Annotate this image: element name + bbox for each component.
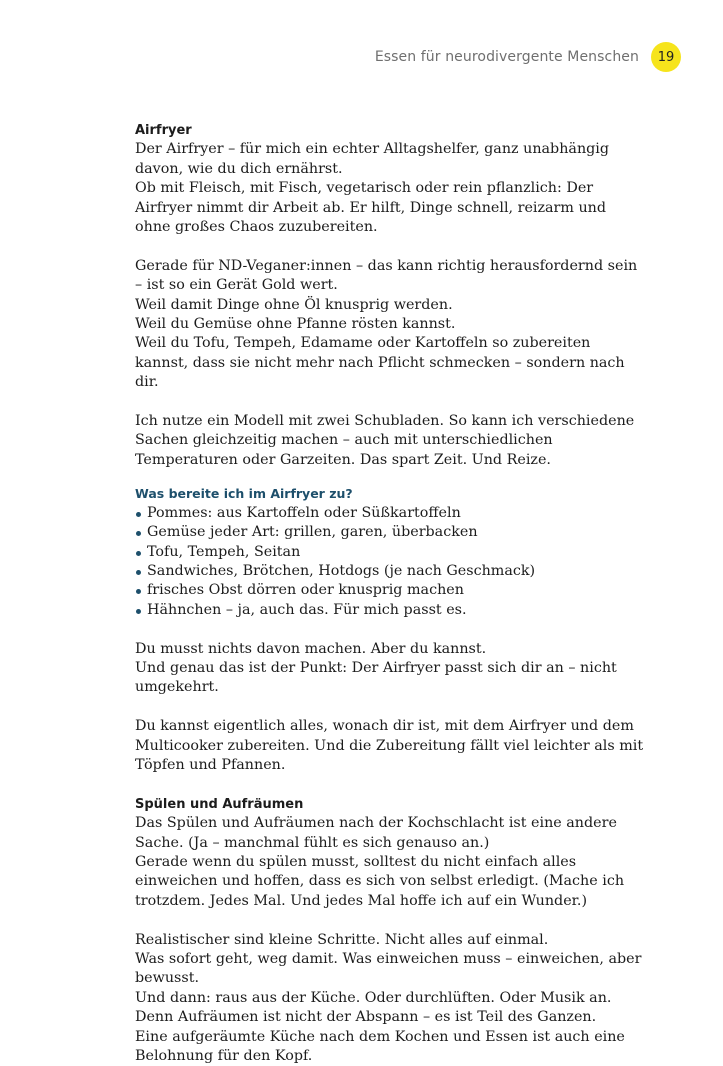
- paragraph: Du kannst eigentlich alles, wonach dir ist, mit dem Airfryer und dem Multicooker zubereiten. Und die Zubereitung fällt viel leichter als mit Töpfen und Pfannen.: [135, 718, 644, 773]
- heading-airfryer-uses: Was bereite ich im Airfryer zu?: [135, 486, 353, 502]
- page-body: [135, 121, 645, 1066]
- page-number-badge: 19: [651, 42, 681, 72]
- list-item: Hähnchen – ja, auch das. Für mich passt es.: [135, 601, 645, 620]
- list-item: Gemüse jeder Art: grillen, garen, überbacken: [135, 523, 645, 542]
- paragraph: Gerade für ND-Veganer:innen – das kann richtig herausfordernd sein – ist so ein Gerät Gold wert.: [135, 257, 638, 294]
- page-header: [375, 42, 681, 72]
- paragraph: Und dann: raus aus der Küche. Oder durchlüften. Oder Musik an.: [135, 989, 612, 1006]
- paragraph: Du musst nichts davon machen. Aber du kannst.: [135, 640, 487, 657]
- list-item: frisches Obst dörren oder knusprig machen: [135, 581, 645, 600]
- airfryer-uses-list: [135, 504, 645, 620]
- heading-cleanup: Spülen und Aufräumen: [135, 796, 304, 812]
- paragraph: Was sofort geht, weg damit. Was einweichen muss – einweichen, aber bewusst.: [135, 950, 642, 987]
- list-item: Pommes: aus Kartoffeln oder Süßkartoffeln: [135, 504, 645, 523]
- running-title: Essen für neurodivergente Menschen: [374, 49, 639, 65]
- list-item: Tofu, Tempeh, Seitan: [135, 543, 645, 562]
- paragraph: Und genau das ist der Punkt: Der Airfryer passt sich dir an – nicht umgekehrt.: [135, 659, 617, 696]
- paragraph: Gerade wenn du spülen musst, solltest du nicht einfach alles einweichen und hoffen, dass es sich von selbst erledigt. (Mache ich trotzdem. Jedes Mal. Und jedes Mal hoffe ich auf ein Wunder.): [135, 853, 625, 909]
- paragraph: Ob mit Fleisch, mit Fisch, vegetarisch oder rein pflanzlich: Der Airfryer nimmt dir Arbeit ab. Er hilft, Dinge schnell, reizarm und ohne großes Chaos zuzubereiten.: [135, 180, 607, 236]
- list-item: Sandwiches, Brötchen, Hotdogs (je nach Geschmack): [135, 562, 645, 581]
- paragraph: Der Airfryer – für mich ein echter Alltagshelfer, ganz unabhängig davon, wie du dich ernährst.: [135, 141, 610, 177]
- paragraph: Denn Aufräumen ist nicht der Abspann – es ist Teil des Ganzen.: [135, 1009, 597, 1026]
- paragraph: Weil du Gemüse ohne Pfanne rösten kannst.: [135, 316, 456, 333]
- heading-airfryer: Airfryer: [135, 123, 192, 138]
- paragraph: Weil du Tofu, Tempeh, Edamame oder Kartoffeln so zubereiten kannst, dass sie nicht mehr nach Pflicht schmecken – sondern nach dir.: [135, 335, 625, 391]
- paragraph: Eine aufgeräumte Küche nach dem Kochen und Essen ist auch eine Belohnung für den Kopf.: [135, 1028, 625, 1064]
- paragraph: Weil damit Dinge ohne Öl knusprig werden.: [135, 296, 453, 313]
- paragraph: Realistischer sind kleine Schritte. Nicht alles auf einmal.: [135, 931, 549, 948]
- paragraph: Ich nutze ein Modell mit zwei Schubladen. So kann ich verschiedene Sachen gleichzeitig machen – auch mit unterschiedlichen Temperaturen oder Garzeiten. Das spart Zeit. Und Reize.: [135, 413, 635, 468]
- paragraph: Das Spülen und Aufräumen nach der Kochschlacht ist eine andere Sache. (Ja – manchmal fühlt es sich genauso an.): [135, 815, 617, 851]
